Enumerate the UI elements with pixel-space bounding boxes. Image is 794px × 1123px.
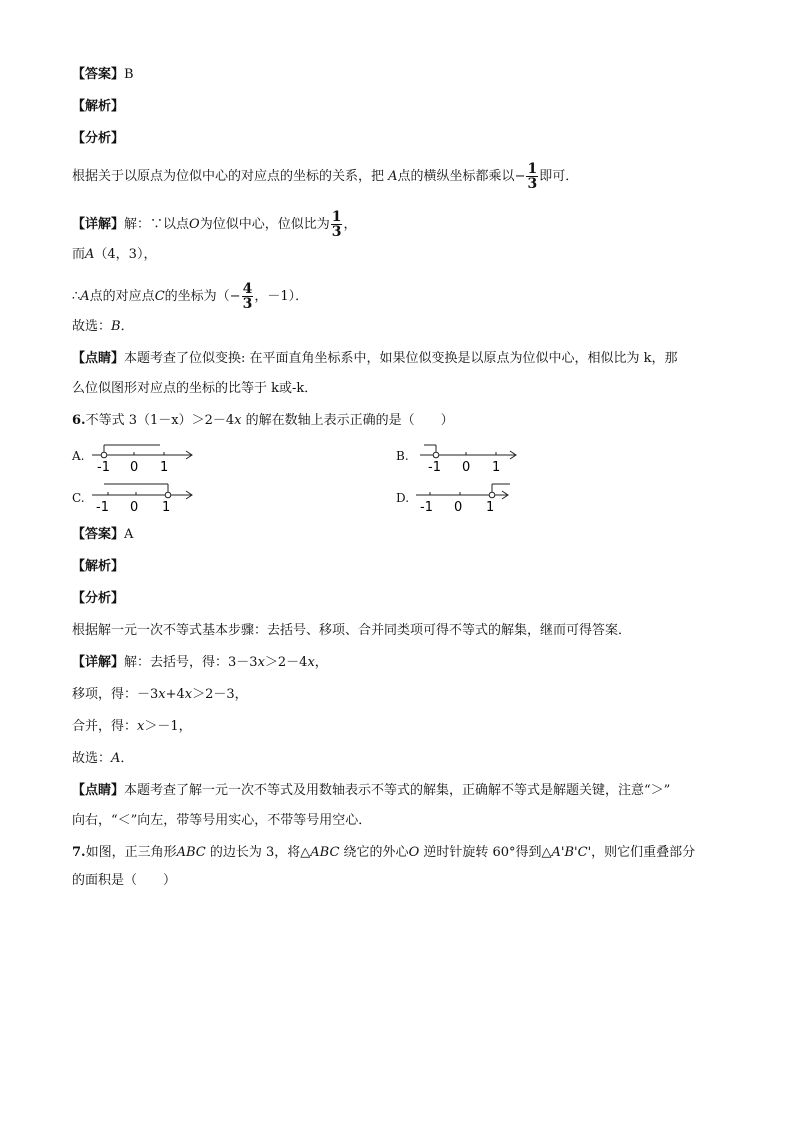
text: 如图，正三角形	[85, 845, 177, 860]
text: 解：∵以点	[124, 217, 190, 232]
text: 合并，得：	[72, 719, 138, 734]
text: 移项，得：－3	[72, 687, 159, 702]
open-circle	[433, 452, 439, 458]
minus-sign: −	[229, 289, 241, 304]
text: 根据关于以原点为位似中心的对应点的坐标的关系，把	[72, 169, 385, 184]
q5-line2	[72, 246, 156, 264]
option-d-number-line	[412, 478, 522, 514]
q6-choose	[72, 750, 133, 768]
tick-label: -1	[420, 500, 433, 514]
detail-label: 【详解】	[72, 217, 125, 232]
text: ．	[120, 751, 134, 766]
dianjing-label: 【点睛】	[72, 783, 125, 798]
answer-value: A	[124, 527, 134, 542]
question-number: 7.	[72, 845, 86, 860]
choice: B	[111, 319, 121, 334]
q6-dianjing-1	[72, 782, 670, 800]
text: 点的横纵坐标都乘以	[397, 169, 515, 184]
tick-label: 0	[130, 460, 139, 474]
text: 为位似中心，位似比为	[199, 217, 330, 232]
option-b-number-line	[414, 440, 524, 474]
q6-step1	[72, 654, 328, 672]
var-x: x	[307, 655, 315, 670]
dianjing-label: 【点睛】	[72, 351, 125, 366]
denominator: 3	[242, 296, 253, 312]
text: ，则它们重叠部分	[591, 845, 696, 860]
open-circle	[165, 492, 171, 498]
option-a-number-line	[88, 440, 198, 474]
q5-choose	[72, 318, 134, 336]
text: 的解在数轴上表示正确的是（ ）	[241, 413, 454, 428]
open-circle	[101, 452, 107, 458]
numerator: 4	[242, 281, 253, 297]
q5-answer-line	[72, 66, 134, 84]
var-x: x	[158, 687, 166, 702]
option-a-letter: A.	[72, 449, 85, 463]
var-a: A	[80, 289, 90, 304]
denominator: 3	[331, 224, 342, 240]
text: ＞－1，	[144, 719, 192, 734]
var-a: A	[388, 169, 398, 184]
var-abc-prime: A'B'C'	[551, 845, 592, 860]
denominator: 3	[527, 176, 538, 192]
q6-step3	[72, 718, 192, 736]
tick-label: 0	[454, 500, 463, 514]
text: 的坐标为（	[164, 289, 230, 304]
q6-answer-line	[72, 526, 133, 544]
tick-label: -1	[97, 460, 110, 474]
q6-step2	[72, 686, 248, 704]
q7-stem-1	[72, 844, 695, 862]
q6-jiexi-label: 【解析】	[72, 559, 125, 574]
text: ，－1）．	[254, 289, 309, 304]
var-abc: ABC	[176, 845, 206, 860]
text: 故选：	[72, 751, 112, 766]
text: 本题考查了位似变换: 在平面直角坐标系中，如果位似变换是以原点为位似中心，相似比为 k，那	[124, 351, 678, 366]
tick-label: 1	[492, 460, 501, 474]
text: 解：去括号，得：3－3	[124, 655, 258, 670]
option-c-number-line	[88, 478, 198, 514]
q5-dianjing-2: 么位似图形对应点的坐标的比等于 k或-k．	[72, 381, 318, 396]
text: 的边长为 3，将△	[205, 845, 311, 860]
q5-fenxi-label: 【分析】	[72, 131, 125, 146]
var-x: x	[137, 719, 145, 734]
var-abc: ABC	[310, 845, 340, 860]
var-c: C	[154, 289, 165, 304]
tick-label: -1	[428, 460, 441, 474]
text: 逆时针旋转 60°得到△	[419, 845, 552, 860]
text: 而	[72, 247, 86, 262]
var-o: O	[189, 217, 200, 232]
choice: A	[111, 751, 121, 766]
question-number: 6.	[72, 413, 86, 428]
tick-label: 0	[130, 500, 139, 514]
numerator: 1	[331, 209, 342, 225]
fraction-four-thirds	[242, 282, 254, 311]
text: 不等式 3（1－x）＞2－4	[85, 413, 235, 428]
text: ．	[120, 319, 134, 334]
q5-dianjing-1	[72, 350, 678, 368]
fraction-one-third	[526, 162, 538, 191]
var-x: x	[234, 413, 242, 428]
minus-sign: −	[514, 169, 526, 184]
var-o: O	[408, 845, 420, 860]
open-circle	[489, 492, 495, 498]
text: 点的对应点	[89, 289, 155, 304]
text: ，	[314, 655, 328, 670]
q6-analysis: 根据解一元一次不等式基本步骤：去括号、移项、合并同类项可得不等式的解集，继而可得答案．	[72, 623, 632, 638]
var-x: x	[257, 655, 265, 670]
text: 即可．	[539, 169, 579, 184]
text: ∴	[72, 289, 81, 304]
tick-label: 1	[160, 460, 169, 474]
text: 本题考查了解一元一次不等式及用数轴表示不等式的解集，正确解不等式是解题关键，注意“＞”	[124, 783, 671, 798]
q6-dianjing-2: 向右，“＜”向左，带等号用实心，不带等号用空心．	[72, 813, 372, 828]
var-x: x	[184, 687, 193, 702]
text: （4，3），	[94, 247, 157, 262]
q5-jiexi-label: 【解析】	[72, 99, 125, 114]
tick-label: 1	[162, 500, 171, 514]
text: 绕它的外心	[339, 845, 409, 860]
q6-fenxi-label: 【分析】	[72, 591, 125, 606]
tick-label: 1	[486, 500, 495, 514]
answer-value: B	[124, 67, 134, 82]
tick-label: -1	[96, 500, 109, 514]
text: ＞2－4	[264, 655, 308, 670]
text: ，	[343, 217, 357, 232]
option-b-letter: B.	[396, 449, 409, 463]
answer-label: 【答案】	[72, 67, 125, 82]
text: 故选：	[72, 319, 112, 334]
detail-label: 【详解】	[72, 655, 125, 670]
tick-label: 0	[462, 460, 471, 474]
text: +4	[165, 687, 185, 702]
option-c-letter: C.	[72, 491, 85, 505]
var-a: A	[85, 247, 95, 262]
q5-line3	[72, 282, 308, 311]
option-d-letter: D.	[396, 491, 410, 505]
numerator: 1	[527, 161, 538, 177]
answer-label: 【答案】	[72, 527, 125, 542]
text: ＞2－3，	[192, 687, 248, 702]
q5-detail	[72, 210, 356, 239]
q6-stem	[72, 412, 454, 430]
q5-analysis	[72, 162, 578, 191]
fraction-one-third	[331, 210, 343, 239]
q7-stem-2: 的面积是（ ）	[72, 873, 177, 888]
